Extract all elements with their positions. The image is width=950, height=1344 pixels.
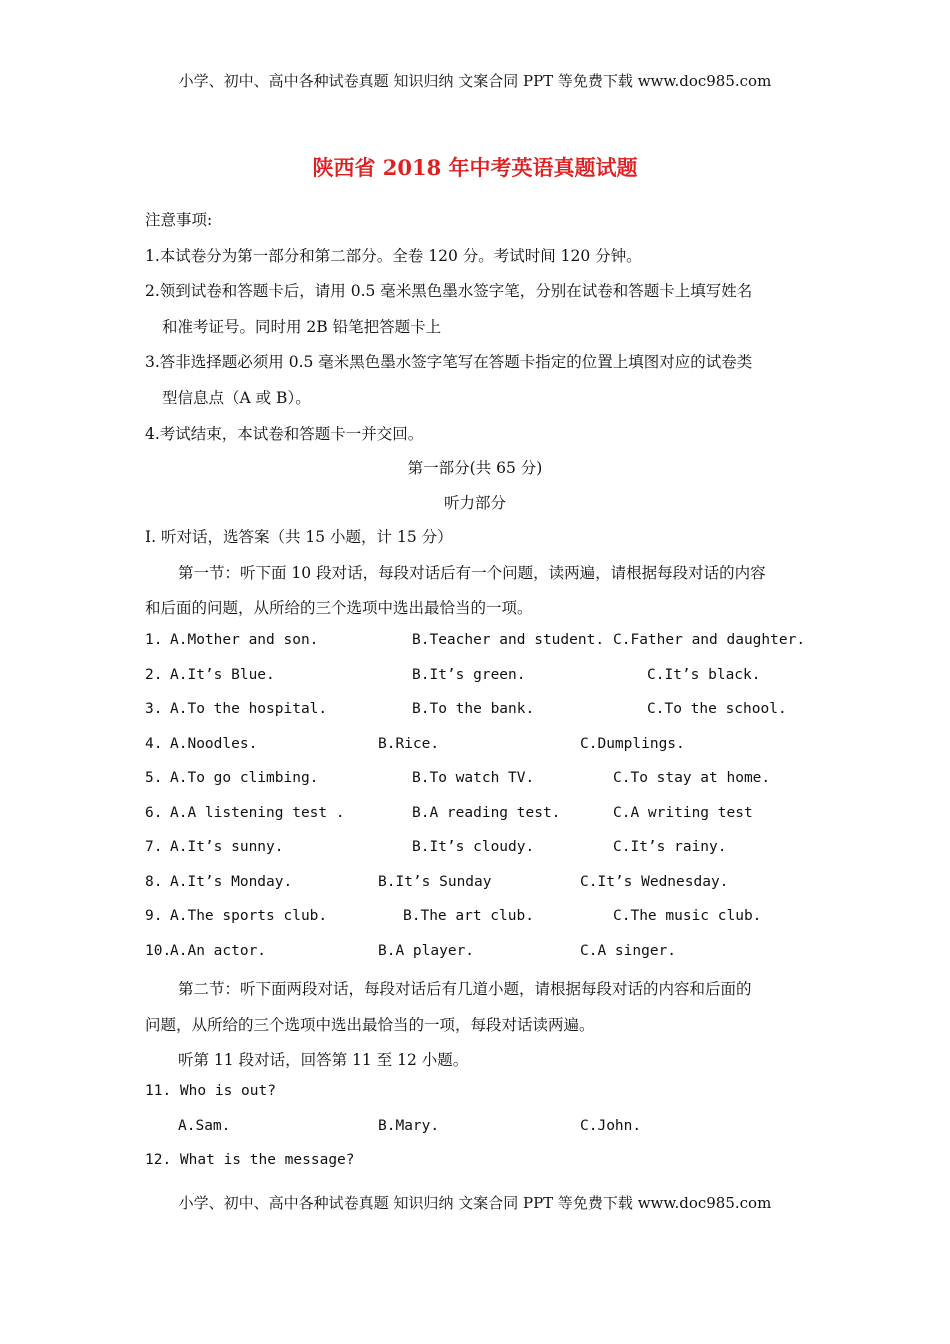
- option-b: B.Mary.: [378, 1118, 440, 1134]
- question-number: 2.: [145, 667, 163, 683]
- option-b: B.A reading test.: [412, 805, 561, 821]
- option-a: A.The sports club.: [170, 908, 328, 924]
- option-c: C.Father and daughter.: [613, 632, 806, 648]
- option-c: C.To stay at home.: [613, 770, 771, 786]
- option-a: A.An actor.: [170, 943, 267, 959]
- option-b: B.Rice.: [378, 736, 440, 752]
- option-a: A.Sam.: [178, 1118, 231, 1134]
- option-a: A.It’s Monday.: [170, 874, 293, 890]
- option-a: A.Noodles.: [170, 736, 258, 752]
- option-c: C.It’s rainy.: [613, 839, 727, 855]
- question-stem: 12. What is the message?: [145, 1152, 355, 1168]
- option-b: B.A player.: [378, 943, 475, 959]
- section1-intro: 第一节：听下面 10 段对话，每段对话后有一个问题，读两遍，请根据每段对话的内容: [178, 564, 766, 582]
- option-c: C.To the school.: [647, 701, 787, 717]
- question-number: 10.: [145, 943, 172, 959]
- question-number: 8.: [145, 874, 163, 890]
- option-a: A.It’s sunny.: [170, 839, 284, 855]
- question-number: 6.: [145, 805, 163, 821]
- option-c: C.John.: [580, 1118, 642, 1134]
- section1-heading: Ⅰ. 听对话，选答案（共 15 小题，计 15 分）: [145, 528, 453, 546]
- listening-heading: 听力部分: [443, 494, 506, 512]
- option-b: B.The art club.: [403, 908, 534, 924]
- notice-item: 和准考证号。同时用 2B 铅笔把答题卡上: [162, 318, 442, 336]
- option-c: C.A singer.: [580, 943, 677, 959]
- part-one-heading: 第一部分(共 65 分): [407, 459, 543, 477]
- option-b: B.It’s Sunday: [378, 874, 492, 890]
- question-number: 9.: [145, 908, 163, 924]
- option-a: A.Mother and son.: [170, 632, 319, 648]
- question-number: 5.: [145, 770, 163, 786]
- page-header: 小学、初中、高中各种试卷真题 知识归纳 文案合同 PPT 等免费下载 www.doc985.com: [178, 72, 772, 90]
- notice-item: 1.本试卷分为第一部分和第二部分。全卷 120 分。考试时间 120 分钟。: [145, 247, 642, 265]
- option-a: A.It’s Blue.: [170, 667, 275, 683]
- option-a: A.To go climbing.: [170, 770, 319, 786]
- section2-intro: 问题，从所给的三个选项中选出最恰当的一项，每段对话读两遍。: [145, 1016, 595, 1034]
- option-b: B.To the bank.: [412, 701, 535, 717]
- dialog-instruction: 听第 11 段对话，回答第 11 至 12 小题。: [178, 1051, 469, 1069]
- option-b: B.To watch TV.: [412, 770, 535, 786]
- option-c: C.It’s black.: [647, 667, 761, 683]
- notice-item: 3.答非选择题必须用 0.5 毫米黑色墨水签字笔写在答题卡指定的位置上填图对应的试卷类: [145, 353, 753, 371]
- notice-item: 型信息点（A 或 B）。: [162, 389, 311, 407]
- notice-item: 2.领到试卷和答题卡后，请用 0.5 毫米黑色墨水签字笔，分别在试卷和答题卡上填写姓名: [145, 282, 753, 300]
- question-number: 4.: [145, 736, 163, 752]
- option-c: C.A writing test: [613, 805, 753, 821]
- question-number: 7.: [145, 839, 163, 855]
- option-b: B.It’s cloudy.: [412, 839, 535, 855]
- question-number: 3.: [145, 701, 163, 717]
- option-b: B.It’s green.: [412, 667, 526, 683]
- option-c: C.The music club.: [613, 908, 762, 924]
- option-c: C.It’s Wednesday.: [580, 874, 729, 890]
- notice-heading: 注意事项:: [145, 211, 213, 229]
- page-footer: 小学、初中、高中各种试卷真题 知识归纳 文案合同 PPT 等免费下载 www.doc985.com: [178, 1194, 772, 1212]
- question-stem: 11. Who is out?: [145, 1083, 276, 1099]
- notice-item: 4.考试结束，本试卷和答题卡一并交回。: [145, 425, 424, 443]
- option-b: B.Teacher and student.: [412, 632, 605, 648]
- section1-intro: 和后面的问题，从所给的三个选项中选出最恰当的一项。: [145, 599, 533, 617]
- option-c: C.Dumplings.: [580, 736, 685, 752]
- section2-intro: 第二节：听下面两段对话，每段对话后有几道小题，请根据每段对话的内容和后面的: [178, 980, 752, 998]
- option-a: A.To the hospital.: [170, 701, 328, 717]
- option-a: A.A listening test .: [170, 805, 345, 821]
- question-number: 1.: [145, 632, 163, 648]
- page-title: 陕西省 2018 年中考英语真题试题: [312, 155, 638, 180]
